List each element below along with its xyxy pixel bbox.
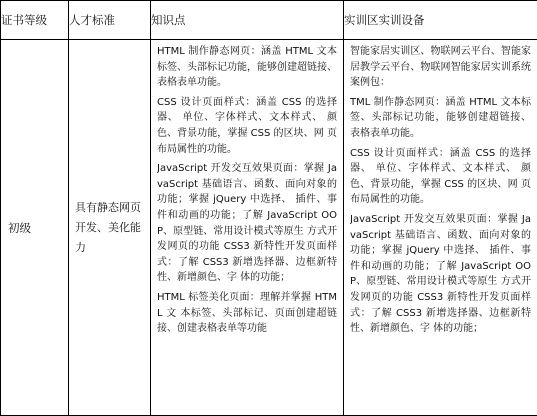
equipment-paragraph: JavaScript 开发交互效果页面：掌握 JavaScript 基础语言、函数、面向对象的功能；掌握 jQuery 中选择、 插件、事件和动画的功能；了解 JavaScript OOP、原型链、常用设计模式等原生 方式开发网页的功能 CSS3 新特性开发页面样式：了解 CSS3 新增选择器、边框新特性、新增颜色、字 体的功能；	[350, 212, 531, 337]
knowledge-paragraph: JavaScript 开发交互效果页面：掌握 JavaScript 基础语言、函数、面向对象的功能；掌握 jQuery 中选择、 插件、事件和动画的功能；了解 JavaScript OOP、原型链、常用设计模式等原生 方式开发网页的功能 CSS3 新特性开发页面样式：了解 CSS3 新增选择器、边框新特性、新增颜色、字 体的功能；	[157, 161, 337, 286]
knowledge-cell	[151, 40, 344, 416]
knowledge-paragraph: HTML 制作静态网页：涵盖 HTML 文本标签、头部标记功能，能够创建超链接、 表格表单功能。	[157, 44, 337, 91]
equipment-paragraph: TML 制作静态网页：涵盖 HTML 文本标签、头部标记功能，能够创建超链接、 表格表单功能。	[350, 95, 531, 142]
knowledge-paragraph: CSS 设计页面样式：涵盖 CSS 的选择器、 单位、字体样式、文本样式、 颜色、背景功能，掌握 CSS 的区块、网 页布局属性的功能。	[157, 95, 337, 157]
header-equipment: 实训区实训设备	[344, 1, 537, 40]
equipment-paragraph: CSS 设计页面样式：涵盖 CSS 的选择器、 单位、字体样式、文本样式、 颜色、背景功能，掌握 CSS 的区块、网 页布局属性的功能。	[350, 146, 531, 208]
table-row	[1, 40, 537, 416]
knowledge-paragraph: HTML 标签美化页面：理解并掌握 HTML 文 本标签、头部标记、页面创建超链接、创建表格表单等功能	[157, 290, 337, 337]
talent-cell: 具有静态网页开发、美化能力	[69, 40, 151, 416]
level-cell: 初级	[1, 40, 69, 416]
header-knowledge: 知识点	[151, 1, 344, 40]
header-level: 证书等级	[1, 1, 69, 40]
equipment-cell	[344, 40, 537, 416]
header-talent: 人才标准	[69, 1, 151, 40]
header-row	[1, 1, 537, 40]
equipment-paragraph: 智能家居实训区、物联网云平台、智能家居教学云平台、物联网智能家居实训系统案例包：	[350, 44, 531, 91]
